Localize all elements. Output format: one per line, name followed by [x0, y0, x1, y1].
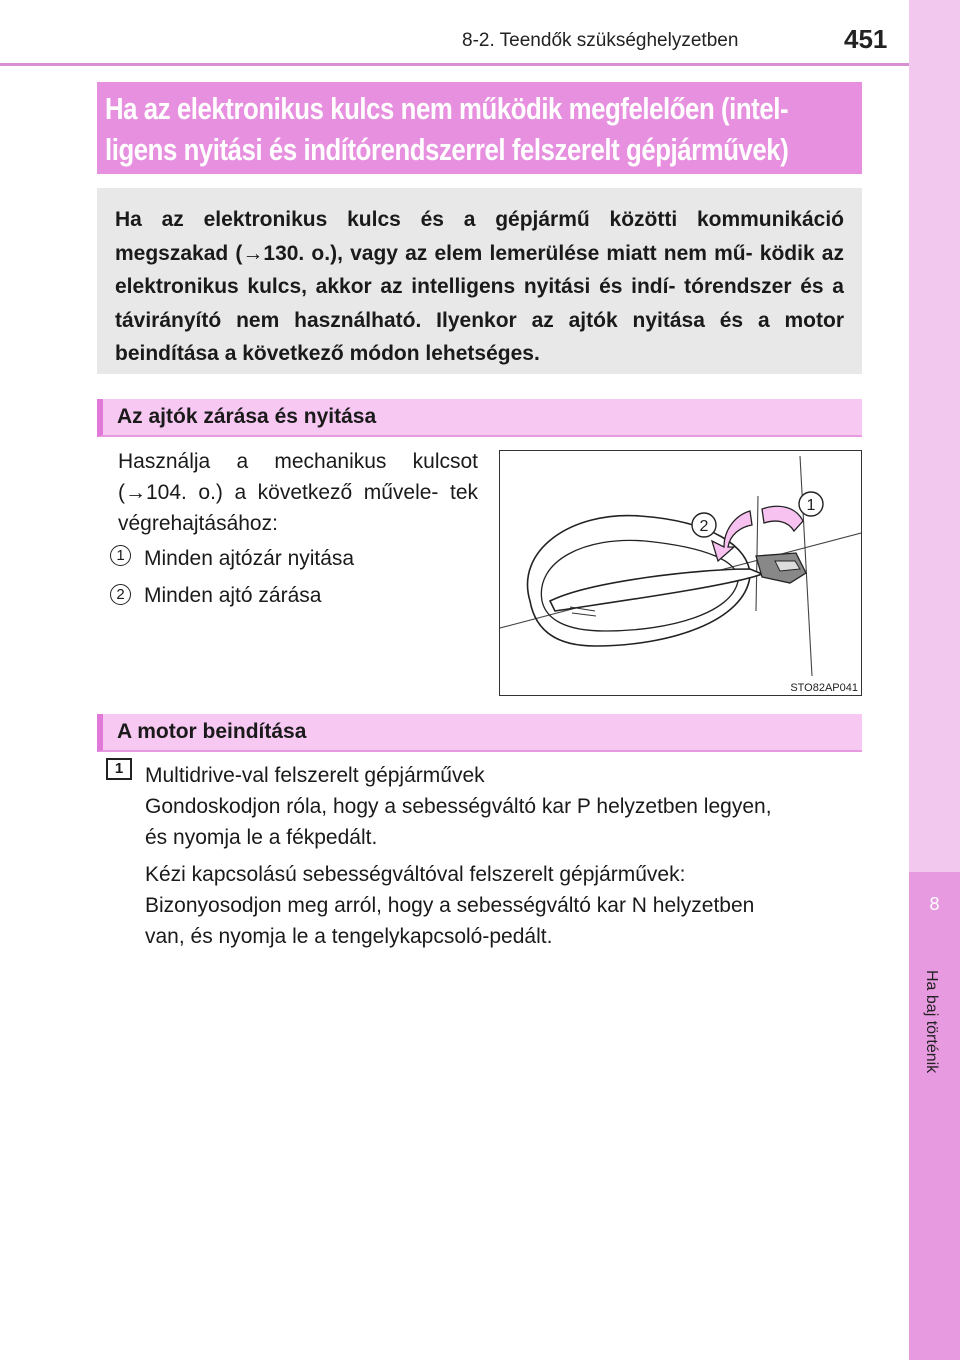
- engine-step-line-2: és nyomja le a fékpedált.: [145, 826, 378, 849]
- doors-body-line-2: (→104. o.) a következő művele-: [118, 481, 439, 504]
- header-section-title: 8-2. Teendők szükséghelyzetben: [462, 30, 739, 51]
- intro-text: [115, 203, 844, 371]
- header-divider: [0, 63, 960, 66]
- section-heading-doors: Az ajtók zárása és nyitása: [97, 399, 862, 437]
- intro-box: [97, 188, 862, 374]
- step-number-2: 2: [110, 584, 131, 605]
- intro-line-3: ködik az elektronikus kulcs, akkor az intelligens nyitási és indí-: [115, 241, 844, 298]
- door-item-unlock: Minden ajtózár nyitása: [144, 547, 355, 570]
- chapter-number: 8: [929, 894, 940, 914]
- side-tab-band: [909, 0, 960, 872]
- title-line-1: Ha az elektronikus kulcs nem működik megfelelően (intel-: [105, 91, 789, 126]
- step-number-1: 1: [110, 545, 131, 566]
- intro-line-5: nyitása és a motor beindítása a következő módon lehetséges.: [115, 308, 844, 365]
- doors-body-line-3: tek végrehajtásához:: [118, 481, 478, 535]
- door-handle-drawing: [500, 451, 861, 695]
- intro-line-4: tórendszer és a távirányító nem használható. Ilyenkor az ajtók: [115, 275, 844, 332]
- engine-step-number: 1: [106, 758, 132, 780]
- figure-code: STO82AP041: [790, 682, 858, 694]
- engine-step-line-1: Gondoskodjon róla, hogy a sebességváltó kar P helyzetben legyen,: [145, 795, 772, 818]
- door-handle-key-illustration: [499, 450, 862, 696]
- title-line-2: ligens nyitási és indítórendszerrel felszerelt gépjárművek): [105, 132, 789, 167]
- door-item-lock: Minden ajtó zárása: [144, 584, 322, 607]
- section-heading-engine: A motor beindítása: [97, 714, 862, 752]
- manual-line-2: Bizonyosodjon meg arról, hogy a sebességváltó kar N helyzetben: [145, 894, 755, 917]
- engine-step-title: Multidrive-val felszerelt gépjárművek: [145, 764, 485, 787]
- doors-body-text: [118, 446, 478, 539]
- door-handle-bar: [550, 569, 762, 611]
- lock-arrow: [712, 511, 752, 561]
- page-number: 451: [844, 24, 888, 54]
- chapter-label: Ha baj történik: [923, 970, 940, 1074]
- page-title: [97, 82, 862, 174]
- chapter-tab: [909, 872, 960, 1360]
- doors-body-line-1: Használja a mechanikus kulcsot: [118, 450, 478, 473]
- intro-line-2: megszakad (→130. o.), vagy az elem lemerülése miatt nem mű-: [115, 241, 753, 265]
- unlock-arrow: [762, 506, 803, 531]
- manual-line-3: van, és nyomja le a tengelykapcsoló-pedált.: [145, 925, 553, 948]
- callout-2-label: 2: [699, 518, 709, 535]
- key-head-highlight: [775, 561, 800, 571]
- engine-step-text: [145, 791, 857, 853]
- intro-line-1: Ha az elektronikus kulcs és a gépjármű közötti kommunikáció: [115, 208, 844, 231]
- manual-transmission-text: [145, 859, 857, 952]
- callout-1-label: 1: [806, 497, 816, 514]
- manual-line-1: Kézi kapcsolású sebességváltóval felszerelt gépjárművek:: [145, 863, 686, 886]
- key-hole-line: [756, 496, 758, 611]
